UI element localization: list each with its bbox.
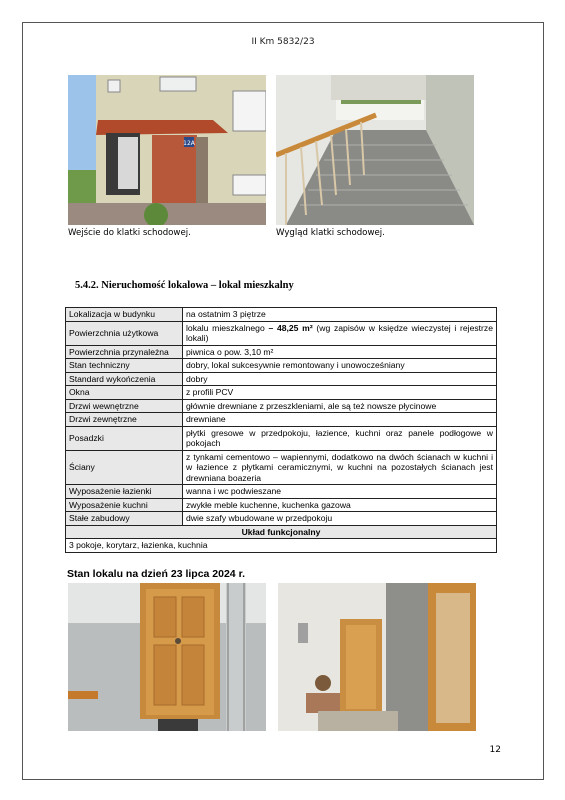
table-row — [66, 426, 497, 450]
table-row — [66, 525, 497, 539]
section-title: 5.4.2. Nieruchomość lokalowa – lokal mieszkalny — [75, 280, 294, 291]
row-value: dobry, lokal sukcesywnie remontowany i unowocześniany — [183, 359, 497, 373]
usable-area-value: – 48,25 m² — [268, 322, 313, 333]
hallway-illustration — [278, 583, 476, 731]
table-row — [66, 386, 497, 400]
entrance-photo — [68, 75, 266, 225]
row-label: Drzwi zewnętrzne — [66, 413, 183, 427]
door-illustration — [68, 583, 266, 731]
staircase-photo — [276, 75, 474, 225]
row-label: Drzwi wewnętrzne — [66, 399, 183, 413]
table-row — [66, 345, 497, 359]
document-page — [22, 22, 544, 780]
row-label: Ściany — [66, 450, 183, 485]
row-label: Stałe zabudowy — [66, 512, 183, 526]
row-value: dobry — [183, 372, 497, 386]
table-row — [66, 450, 497, 485]
table-row — [66, 321, 497, 345]
usable-area-suffix: (wg zapisów w księdze wieczystej i rejestrze lokali) — [186, 322, 493, 343]
row-label: Standard wykończenia — [66, 372, 183, 386]
table-row — [66, 485, 497, 499]
row-value: głównie drewniane z przeszkleniami, ale są też nowsze płycinowe — [183, 399, 497, 413]
case-number-header: II Km 5832/23 — [251, 37, 315, 47]
row-value: na ostatnim 3 piętrze — [183, 308, 497, 322]
entrance-illustration — [68, 75, 266, 225]
row-value — [183, 321, 497, 345]
row-value: wanna i wc podwieszane — [183, 485, 497, 499]
row-label: Okna — [66, 386, 183, 400]
property-table — [65, 307, 497, 553]
row-value: z profili PCV — [183, 386, 497, 400]
table-row — [66, 498, 497, 512]
layout-value: 3 pokoje, korytarz, łazienka, kuchnia — [66, 539, 497, 553]
row-value: z tynkami cementowo – wapiennymi, dodatkowo na dwóch ścianach w kuchni i w łazience z płytkami ceramicznymi, w kuchni na pozostałych ścianach jest drewniana boazeria — [183, 450, 497, 485]
row-label: Wyposażenie łazienki — [66, 485, 183, 499]
row-value: piwnica o pow. 3,10 m² — [183, 345, 497, 359]
usable-area-prefix: lokalu mieszkalnego — [186, 322, 269, 333]
row-value: drewniane — [183, 413, 497, 427]
row-label: Powierzchnia przynależna — [66, 345, 183, 359]
table-row — [66, 399, 497, 413]
row-label: Wyposażenie kuchni — [66, 498, 183, 512]
hallway-photo — [278, 583, 476, 731]
row-value: płytki gresowe w przedpokoju, łazience, kuchni oraz panele podłogowe w pokojach — [183, 426, 497, 450]
table-row — [66, 308, 497, 322]
table-row — [66, 372, 497, 386]
table-row — [66, 359, 497, 373]
table-row — [66, 512, 497, 526]
page-number: 12 — [489, 745, 501, 755]
staircase-photo-caption: Wygląd klatki schodowej. — [276, 228, 385, 238]
property-table-body — [66, 308, 497, 553]
row-value: dwie szafy wbudowane w przedpokoju — [183, 512, 497, 526]
row-label: Lokalizacja w budynku — [66, 308, 183, 322]
table-row — [66, 413, 497, 427]
building-number-plate: 12A — [183, 140, 195, 147]
state-title: Stan lokalu na dzień 23 lipca 2024 r. — [67, 568, 245, 580]
layout-header: Układ funkcjonalny — [66, 525, 497, 539]
row-value: zwykłe meble kuchenne, kuchenka gazowa — [183, 498, 497, 512]
row-label: Powierzchnia użytkowa — [66, 321, 183, 345]
row-label: Posadzki — [66, 426, 183, 450]
row-label: Stan techniczny — [66, 359, 183, 373]
door-photo — [68, 583, 266, 731]
table-row — [66, 539, 497, 553]
staircase-illustration — [276, 75, 474, 225]
entrance-photo-caption: Wejście do klatki schodowej. — [68, 228, 191, 238]
